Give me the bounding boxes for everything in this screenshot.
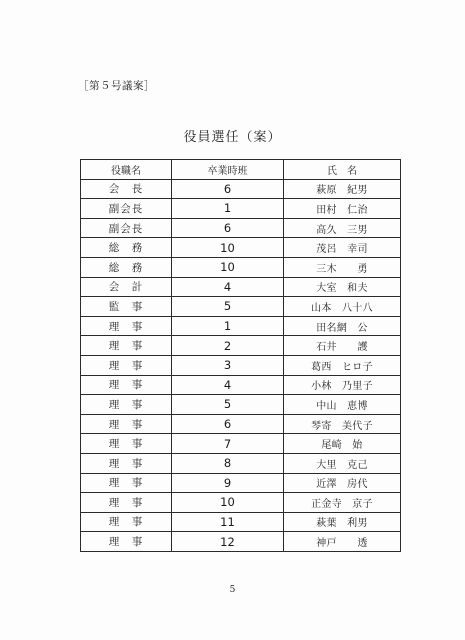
graduation-class-cell: 10 (172, 238, 284, 258)
position-cell: 会 計 (81, 277, 172, 297)
graduation-class-cell: 5 (172, 395, 284, 415)
page-number: 5 (229, 585, 236, 595)
graduation-class-cell: 9 (172, 473, 284, 493)
member-name-cell: 石井 護 (284, 336, 401, 356)
position-cell: 理 事 (81, 532, 172, 552)
position-cell: 理 事 (81, 375, 172, 395)
graduation-class-cell: 2 (172, 336, 284, 356)
graduation-class-cell: 8 (172, 453, 284, 473)
position-cell: 理 事 (81, 512, 172, 532)
graduation-class-cell: 4 (172, 375, 284, 395)
member-name-cell: 中山 恵博 (284, 395, 401, 415)
graduation-class-cell: 7 (172, 434, 284, 454)
member-name-cell: 大里 克己 (284, 453, 401, 473)
member-name-cell: 大室 和夫 (284, 277, 401, 297)
member-name-cell: 山本 八十八 (284, 297, 401, 317)
position-cell: 副会長 (81, 218, 172, 238)
position-cell: 理 事 (81, 414, 172, 434)
table-body (81, 179, 401, 551)
header-name: 氏 名 (284, 160, 401, 180)
header-graduation-class: 卒業時班 (172, 160, 284, 180)
position-cell: 理 事 (81, 316, 172, 336)
member-name-cell: 高久 三男 (284, 218, 401, 238)
table-row (81, 257, 401, 277)
table-row (81, 277, 401, 297)
position-cell: 理 事 (81, 355, 172, 375)
graduation-class-cell: 10 (172, 493, 284, 513)
member-name-cell: 田村 仁治 (284, 199, 401, 219)
header-position: 役職名 (81, 160, 172, 180)
position-cell: 理 事 (81, 336, 172, 356)
table-row (81, 355, 401, 375)
table-row (81, 453, 401, 473)
member-name-cell: 三木 勇 (284, 257, 401, 277)
graduation-class-cell: 1 (172, 316, 284, 336)
table-row (81, 512, 401, 532)
table-row (81, 238, 401, 258)
member-name-cell: 萩原 紀男 (284, 179, 401, 199)
graduation-class-cell: 12 (172, 532, 284, 552)
position-cell: 理 事 (81, 473, 172, 493)
table-row (81, 375, 401, 395)
member-name-cell: 神戸 透 (284, 532, 401, 552)
table-row (81, 218, 401, 238)
member-name-cell: 葛西 ヒロ子 (284, 355, 401, 375)
member-name-cell: 近澤 房代 (284, 473, 401, 493)
member-name-cell: 小林 乃里子 (284, 375, 401, 395)
graduation-class-cell: 3 (172, 355, 284, 375)
graduation-class-cell: 6 (172, 218, 284, 238)
position-cell: 総 務 (81, 257, 172, 277)
graduation-class-cell: 11 (172, 512, 284, 532)
graduation-class-cell: 6 (172, 179, 284, 199)
member-name-cell: 田名網 公 (284, 316, 401, 336)
graduation-class-cell: 1 (172, 199, 284, 219)
position-cell: 会 長 (81, 179, 172, 199)
table-row (81, 532, 401, 552)
table-row (81, 179, 401, 199)
table-row (81, 493, 401, 513)
position-cell: 理 事 (81, 395, 172, 415)
position-cell: 理 事 (81, 434, 172, 454)
agenda-label: ［第５号議案］ (78, 80, 155, 92)
member-name-cell: 正金寺 京子 (284, 493, 401, 513)
table-row (81, 434, 401, 454)
position-cell: 監 事 (81, 297, 172, 317)
table-row (81, 473, 401, 493)
position-cell: 副会長 (81, 199, 172, 219)
member-name-cell: 茂呂 幸司 (284, 238, 401, 258)
officers-table (80, 159, 401, 552)
graduation-class-cell: 4 (172, 277, 284, 297)
member-name-cell: 萩葉 利男 (284, 512, 401, 532)
table-row (81, 336, 401, 356)
table-row (81, 297, 401, 317)
member-name-cell: 尾崎 始 (284, 434, 401, 454)
table-row (81, 316, 401, 336)
table-header-row (81, 160, 401, 180)
table-row (81, 395, 401, 415)
graduation-class-cell: 6 (172, 414, 284, 434)
table-row (81, 199, 401, 219)
position-cell: 総 務 (81, 238, 172, 258)
position-cell: 理 事 (81, 453, 172, 473)
graduation-class-cell: 5 (172, 297, 284, 317)
graduation-class-cell: 10 (172, 257, 284, 277)
member-name-cell: 琴寄 美代子 (284, 414, 401, 434)
table-row (81, 414, 401, 434)
position-cell: 理 事 (81, 493, 172, 513)
document-title: 役員選任（案） (183, 130, 282, 145)
